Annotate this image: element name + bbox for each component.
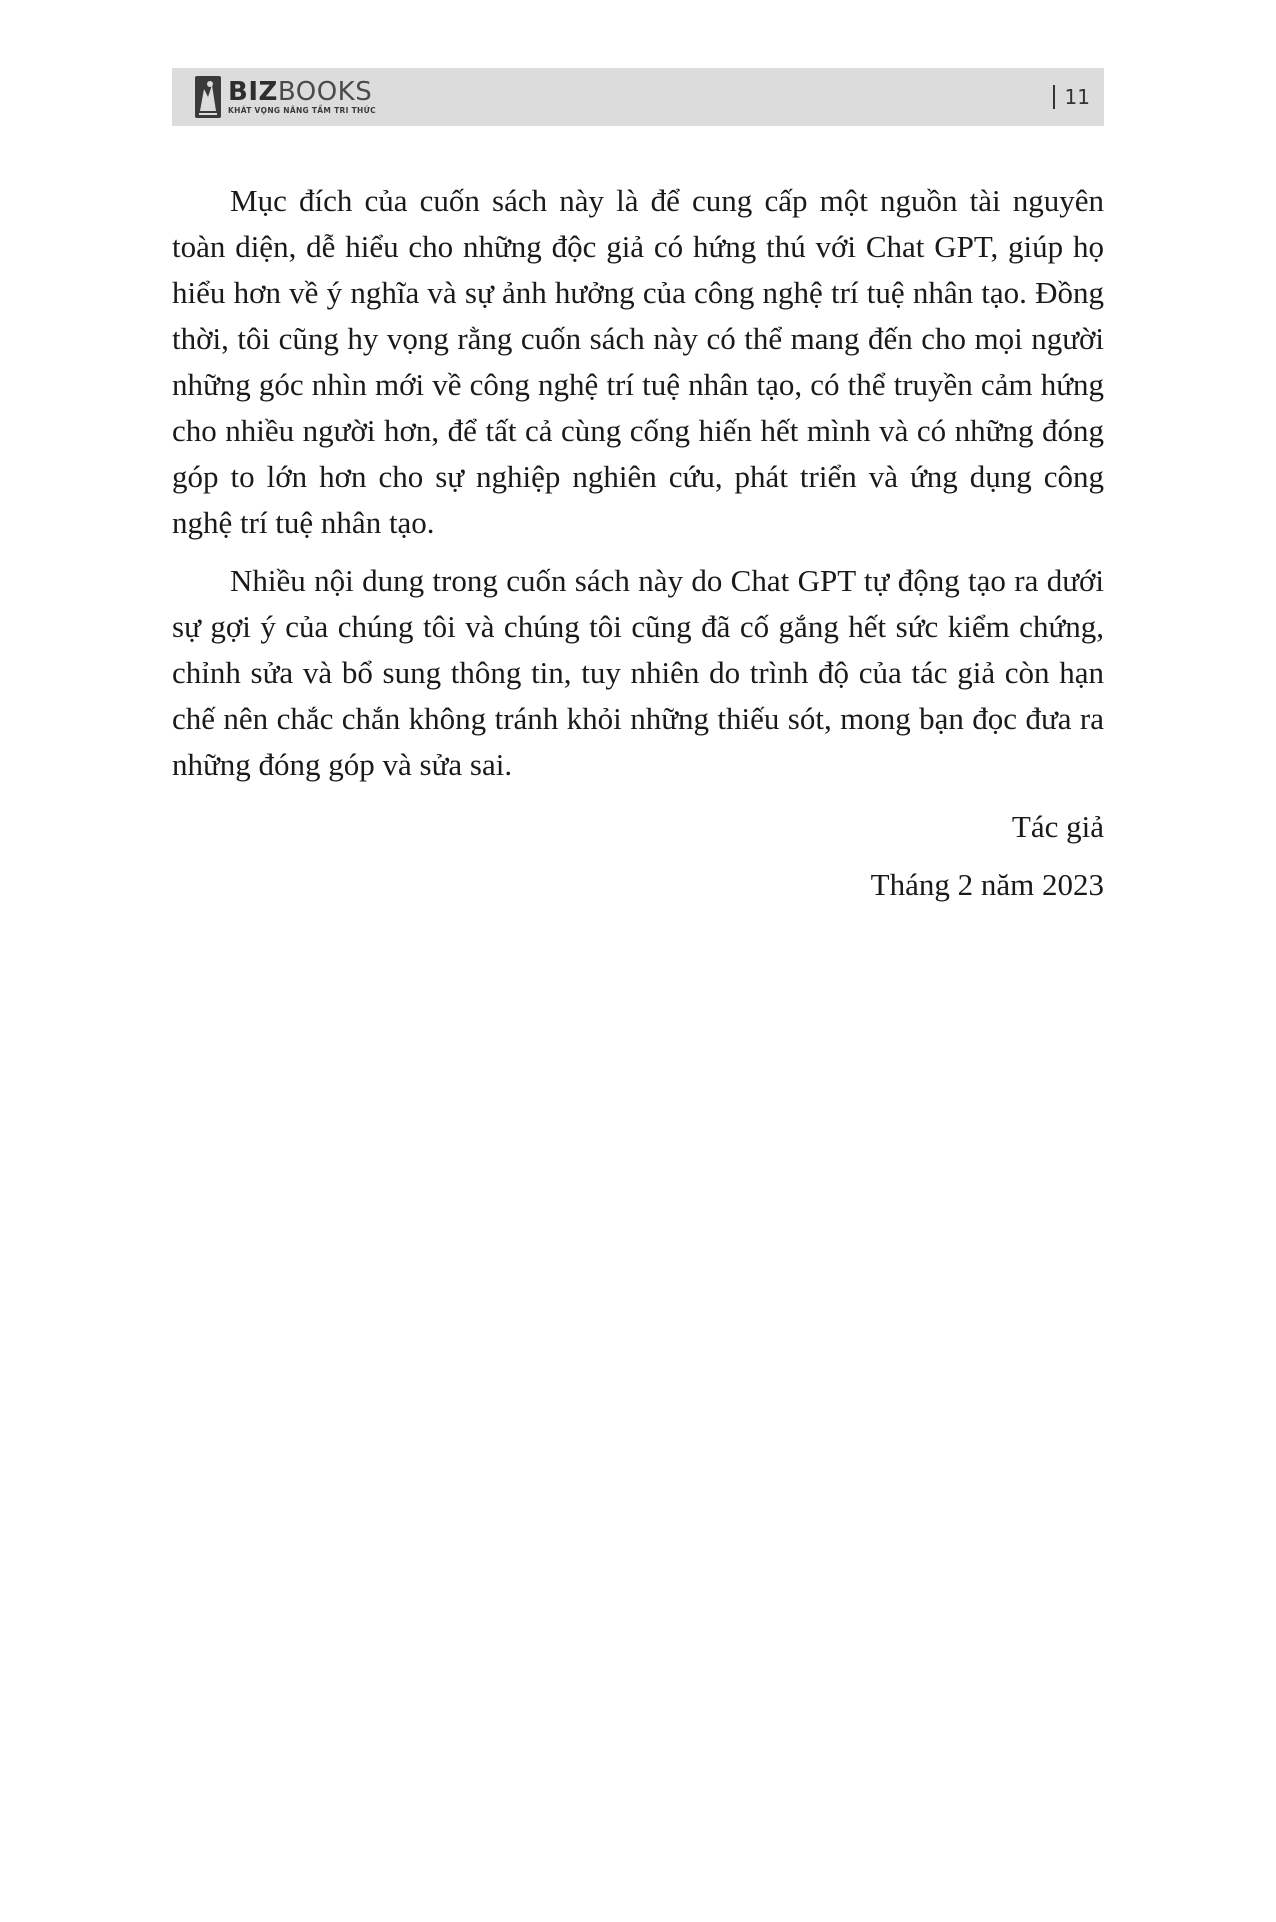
bizbooks-logo-icon bbox=[194, 75, 222, 119]
page-number-separator bbox=[1053, 85, 1055, 109]
page-header bbox=[172, 68, 1104, 126]
page-body bbox=[172, 178, 1104, 908]
body-paragraph: Mục đích của cuốn sách này là để cung cấp một nguồn tài nguyên toàn diện, dễ hiểu cho những độc giả có hứng thú với Chat GPT, giúp họ hiểu hơn về ý nghĩa và sự ảnh hưởng của công nghệ trí tuệ nhân tạo. Đồng thời, tôi cũng hy vọng rằng cuốn sách này có thể mang đến cho mọi người những góc nhìn mới về công nghệ trí tuệ nhân tạo, có thể truyền cảm hứng cho nhiều người hơn, để tất cả cùng cống hiến hết mình và có những đóng góp to lớn hơn cho sự nghiệp nghiên cứu, phát triển và ứng dụng công nghệ trí tuệ nhân tạo. bbox=[172, 183, 1104, 540]
brand-tagline: KHÁT VỌNG NÂNG TẦM TRI THỨC bbox=[228, 106, 376, 115]
brand-name bbox=[228, 78, 376, 106]
signature-date: Tháng 2 năm 2023 bbox=[870, 867, 1104, 902]
signature-author: Tác giả bbox=[1011, 809, 1104, 844]
logo-text bbox=[228, 78, 376, 116]
body-paragraph: Nhiều nội dung trong cuốn sách này do Chat GPT tự động tạo ra dưới sự gợi ý của chúng tôi và chúng tôi cũng đã cố gắng hết sức kiểm chứng, chỉnh sửa và bổ sung thông tin, tuy nhiên do trình độ của tác giả còn hạn chế nên chắc chắn không tránh khỏi những thiếu sót, mong bạn đọc đưa ra những đóng góp và sửa sai. bbox=[172, 563, 1104, 782]
brand-name-light: BOOKS bbox=[277, 77, 373, 107]
page-number bbox=[1053, 82, 1090, 112]
page-number-value: 11 bbox=[1064, 85, 1090, 109]
publisher-logo bbox=[194, 74, 376, 120]
brand-name-bold: BIZ bbox=[228, 77, 278, 107]
